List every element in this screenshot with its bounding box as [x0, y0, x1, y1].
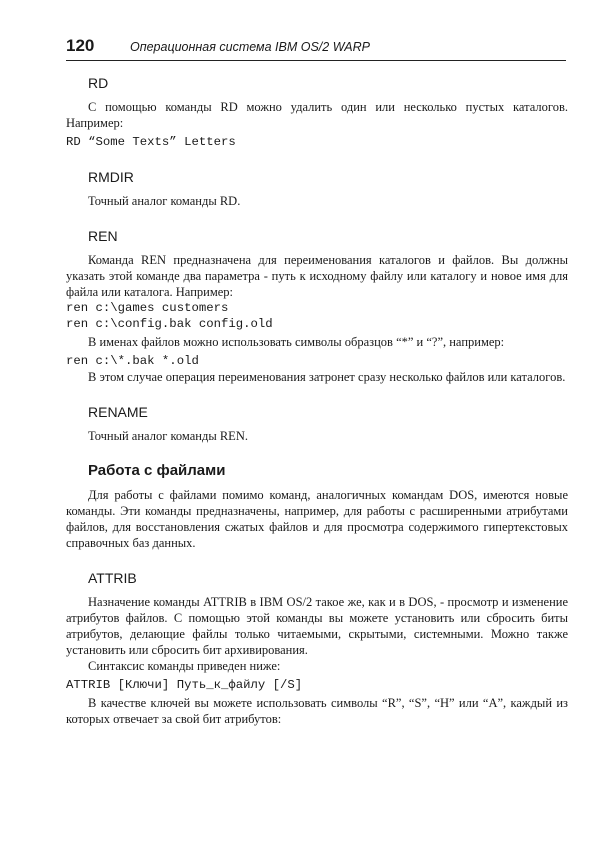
heading-attrib: ATTRIB — [88, 570, 137, 586]
ren-code-example-1: ren c:\games customers — [66, 301, 229, 315]
heading-rename: RENAME — [88, 404, 148, 420]
rmdir-paragraph: Точный аналог команды RD. — [88, 194, 241, 208]
running-head: Операционная система IBM OS/2 WARP — [130, 40, 370, 54]
attrib-paragraph-2: Синтаксис команды приведен ниже: — [88, 659, 281, 673]
heading-files-section: Работа с файлами — [88, 462, 226, 479]
ren-paragraph-2: В именах файлов можно использовать символы образцов “*” и “?”, например: — [88, 335, 505, 349]
rename-paragraph: Точный аналог команды REN. — [88, 429, 248, 443]
attrib-paragraph-3: В качестве ключей вы можете использовать символы “R”, “S”, “H” или “A”, каждый из которых отвечает за свой бит атрибутов: — [66, 696, 568, 726]
heading-rmdir: RMDIR — [88, 169, 134, 185]
ren-paragraph-1: Команда REN предназначена для переименования каталогов и файлов. Вы должны указать этой команде два параметра - путь к исходному файлу или каталогу и новое имя для файла или каталога. Например: — [66, 253, 568, 299]
ren-code-example-2: ren c:\config.bak config.old — [66, 317, 273, 331]
rd-code-example: RD “Some Texts” Letters — [66, 135, 236, 149]
rd-paragraph: С помощью команды RD можно удалить один или несколько пустых каталогов. Например: — [66, 100, 568, 130]
page-header — [66, 36, 566, 61]
page-number: 120 — [66, 36, 95, 55]
files-section-paragraph: Для работы с файлами помимо команд, аналогичных командам DOS, имеются новые команды. Эти команды предназначены, например, для работы с расширенными атрибутами файлов, для восстановления сжатых файлов и для просмотра содержимого гипертекстовых справочных баз данных. — [66, 488, 568, 550]
ren-code-example-3: ren c:\*.bak *.old — [66, 354, 199, 368]
heading-ren: REN — [88, 228, 118, 244]
page-body — [66, 66, 568, 727]
ren-paragraph-3: В этом случае операция переименования затронет сразу несколько файлов или каталогов. — [88, 370, 566, 384]
heading-rd: RD — [88, 75, 109, 91]
attrib-paragraph-1: Назначение команды ATTRIB в IBM OS/2 такое же, как и в DOS, - просмотр и изменение атрибутов файлов. С помощью этой команды вы можете установить или сбросить биты атрибутов, делающие файлы только читаемыми, скрытыми, системными. Можно также установить или сбросить бит архивирования. — [66, 595, 568, 657]
attrib-code-example: ATTRIB [Ключи] Путь_к_файлу [/S] — [66, 678, 303, 692]
